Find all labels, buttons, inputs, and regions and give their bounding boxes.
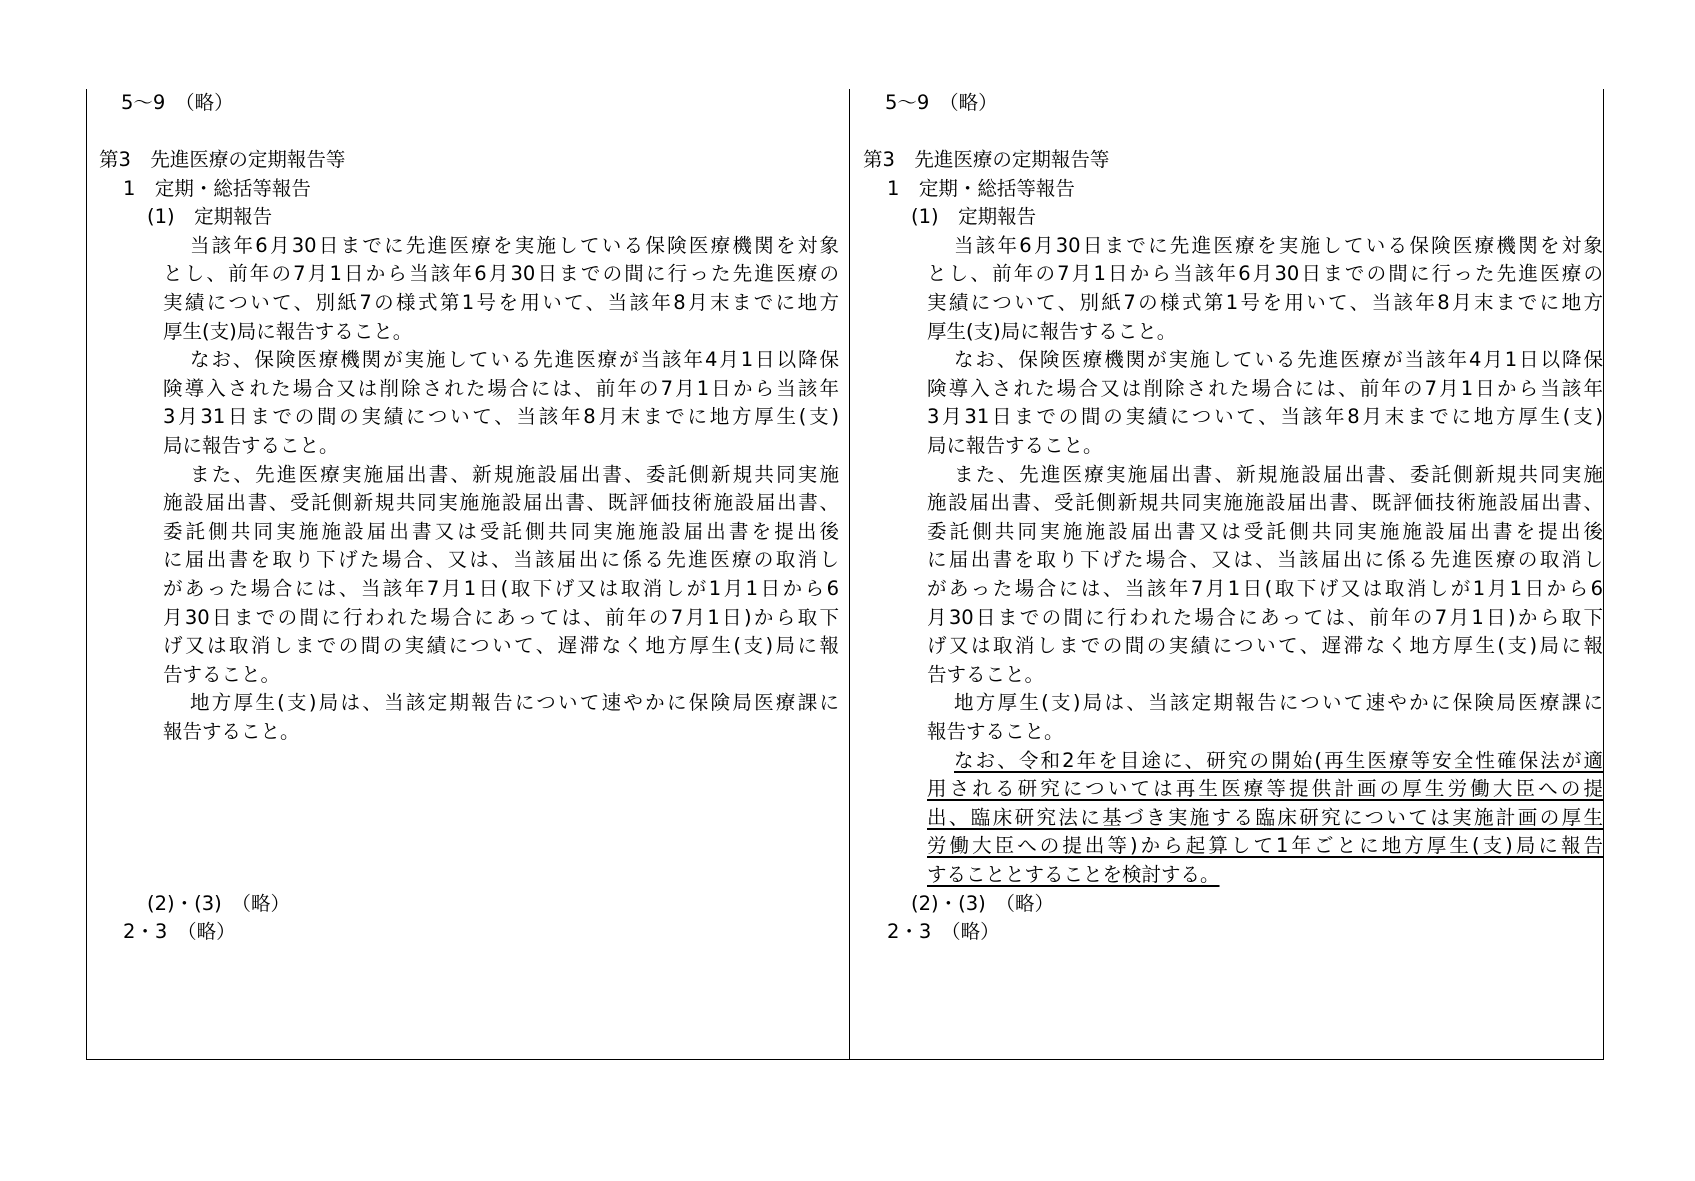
paragraph-line: 厚生(支)局に報告すること。 xyxy=(163,319,413,343)
paragraph-line: 当該年6月30日までに先進医療を実施している保険医療機関を対象 xyxy=(954,233,1603,257)
section-heading: 第3 先進医療の定期報告等 xyxy=(99,147,346,171)
paragraph-line: 険導入された場合又は削除された場合には、前年の7月1日から当該年 xyxy=(927,376,1603,400)
item-line: (1) 定期報告 xyxy=(911,205,1037,229)
paragraph-line: 月30日までの間に行われた場合にあっては、前年の7月1日)から取下 xyxy=(927,605,1603,629)
item-line: 2・3 （略） xyxy=(887,920,1000,944)
item-line: (1) 定期報告 xyxy=(147,205,273,229)
paragraph-line: 実績について、別紙7の様式第1号を用いて、当該年8月末までに地方 xyxy=(163,290,839,314)
paragraph-line: 当該年6月30日までに先進医療を実施している保険医療機関を対象 xyxy=(190,233,839,257)
paragraph-line: とし、前年の7月1日から当該年6月30日までの間に行った先進医療の xyxy=(927,262,1603,286)
paragraph-line: また、先進医療実施届出書、新規施設届出書、委託側新規共同実施 xyxy=(954,462,1603,486)
paragraph-line: 労働大臣への提出等)から起算して1年ごとに地方厚生(支)局に報告 xyxy=(927,834,1603,858)
paragraph-line: とし、前年の7月1日から当該年6月30日までの間に行った先進医療の xyxy=(163,262,839,286)
paragraph-line: 実績について、別紙7の様式第1号を用いて、当該年8月末までに地方 xyxy=(927,290,1603,314)
paragraph-line: があった場合には、当該年7月1日(取下げ又は取消しが1月1日から6 xyxy=(163,576,839,600)
paragraph-line: 地方厚生(支)局は、当該定期報告について速やかに保険局医療課に xyxy=(954,691,1603,715)
paragraph-line: なお、保険医療機関が実施している先進医療が当該年4月1日以降保 xyxy=(190,348,839,372)
paragraph-line: 険導入された場合又は削除された場合には、前年の7月1日から当該年 xyxy=(163,376,839,400)
paragraph-line: 用される研究については再生医療等提供計画の厚生労働大臣への提 xyxy=(927,777,1603,801)
paragraph-line: することとすることを検討する。 xyxy=(927,862,1220,886)
paragraph-line: 出、臨床研究法に基づき実施する臨床研究については実施計画の厚生 xyxy=(927,805,1603,829)
item-line: (2)・(3) （略） xyxy=(147,891,290,915)
paragraph-line: げ又は取消しまでの間の実績について、遅滞なく地方厚生(支)局に報 xyxy=(163,634,839,658)
item-line: 5～9 （略） xyxy=(885,90,998,114)
current-text-column xyxy=(86,0,850,1060)
revised-text-column xyxy=(850,0,1614,1060)
paragraph-line: 報告すること。 xyxy=(163,719,300,743)
item-line: 1 定期・総括等報告 xyxy=(887,176,1075,200)
paragraph-line: 3月31日までの間の実績について、当該年8月末までに地方厚生(支) xyxy=(927,405,1603,429)
paragraph-line: なお、保険医療機関が実施している先進医療が当該年4月1日以降保 xyxy=(954,348,1603,372)
paragraph-line: 施設届出書、受託側新規共同実施施設届出書、既評価技術施設届出書、 xyxy=(927,491,1603,515)
item-line: 1 定期・総括等報告 xyxy=(123,176,311,200)
paragraph-line: げ又は取消しまでの間の実績について、遅滞なく地方厚生(支)局に報 xyxy=(927,634,1603,658)
paragraph-line: 告すること。 xyxy=(163,662,281,686)
paragraph-line: 月30日までの間に行われた場合にあっては、前年の7月1日)から取下 xyxy=(163,605,839,629)
section-heading: 第3 先進医療の定期報告等 xyxy=(863,147,1110,171)
item-line: (2)・(3) （略） xyxy=(911,891,1054,915)
paragraph-line: に届出書を取り下げた場合、又は、当該届出に係る先進医療の取消し xyxy=(927,548,1603,572)
paragraph-line: 委託側共同実施施設届出書又は受託側共同実施施設届出書を提出後 xyxy=(163,519,839,543)
paragraph-line: また、先進医療実施届出書、新規施設届出書、委託側新規共同実施 xyxy=(190,462,839,486)
paragraph-line: に届出書を取り下げた場合、又は、当該届出に係る先進医療の取消し xyxy=(163,548,839,572)
item-line: 5～9 （略） xyxy=(121,90,234,114)
paragraph-line: 局に報告すること。 xyxy=(163,433,339,457)
item-line: 2・3 （略） xyxy=(123,920,236,944)
paragraph-line: 報告すること。 xyxy=(927,719,1064,743)
paragraph-line: 3月31日までの間の実績について、当該年8月末までに地方厚生(支) xyxy=(163,405,839,429)
paragraph-line: があった場合には、当該年7月1日(取下げ又は取消しが1月1日から6 xyxy=(927,576,1603,600)
paragraph-line: 厚生(支)局に報告すること。 xyxy=(927,319,1177,343)
paragraph-line: 局に報告すること。 xyxy=(927,433,1103,457)
paragraph-line: なお、令和2年を目途に、研究の開始(再生医療等安全性確保法が適 xyxy=(954,748,1603,772)
paragraph-line: 委託側共同実施施設届出書又は受託側共同実施施設届出書を提出後 xyxy=(927,519,1603,543)
paragraph-line: 告すること。 xyxy=(927,662,1045,686)
paragraph-line: 地方厚生(支)局は、当該定期報告について速やかに保険局医療課に xyxy=(190,691,839,715)
paragraph-line: 施設届出書、受託側新規共同実施施設届出書、既評価技術施設届出書、 xyxy=(163,491,839,515)
